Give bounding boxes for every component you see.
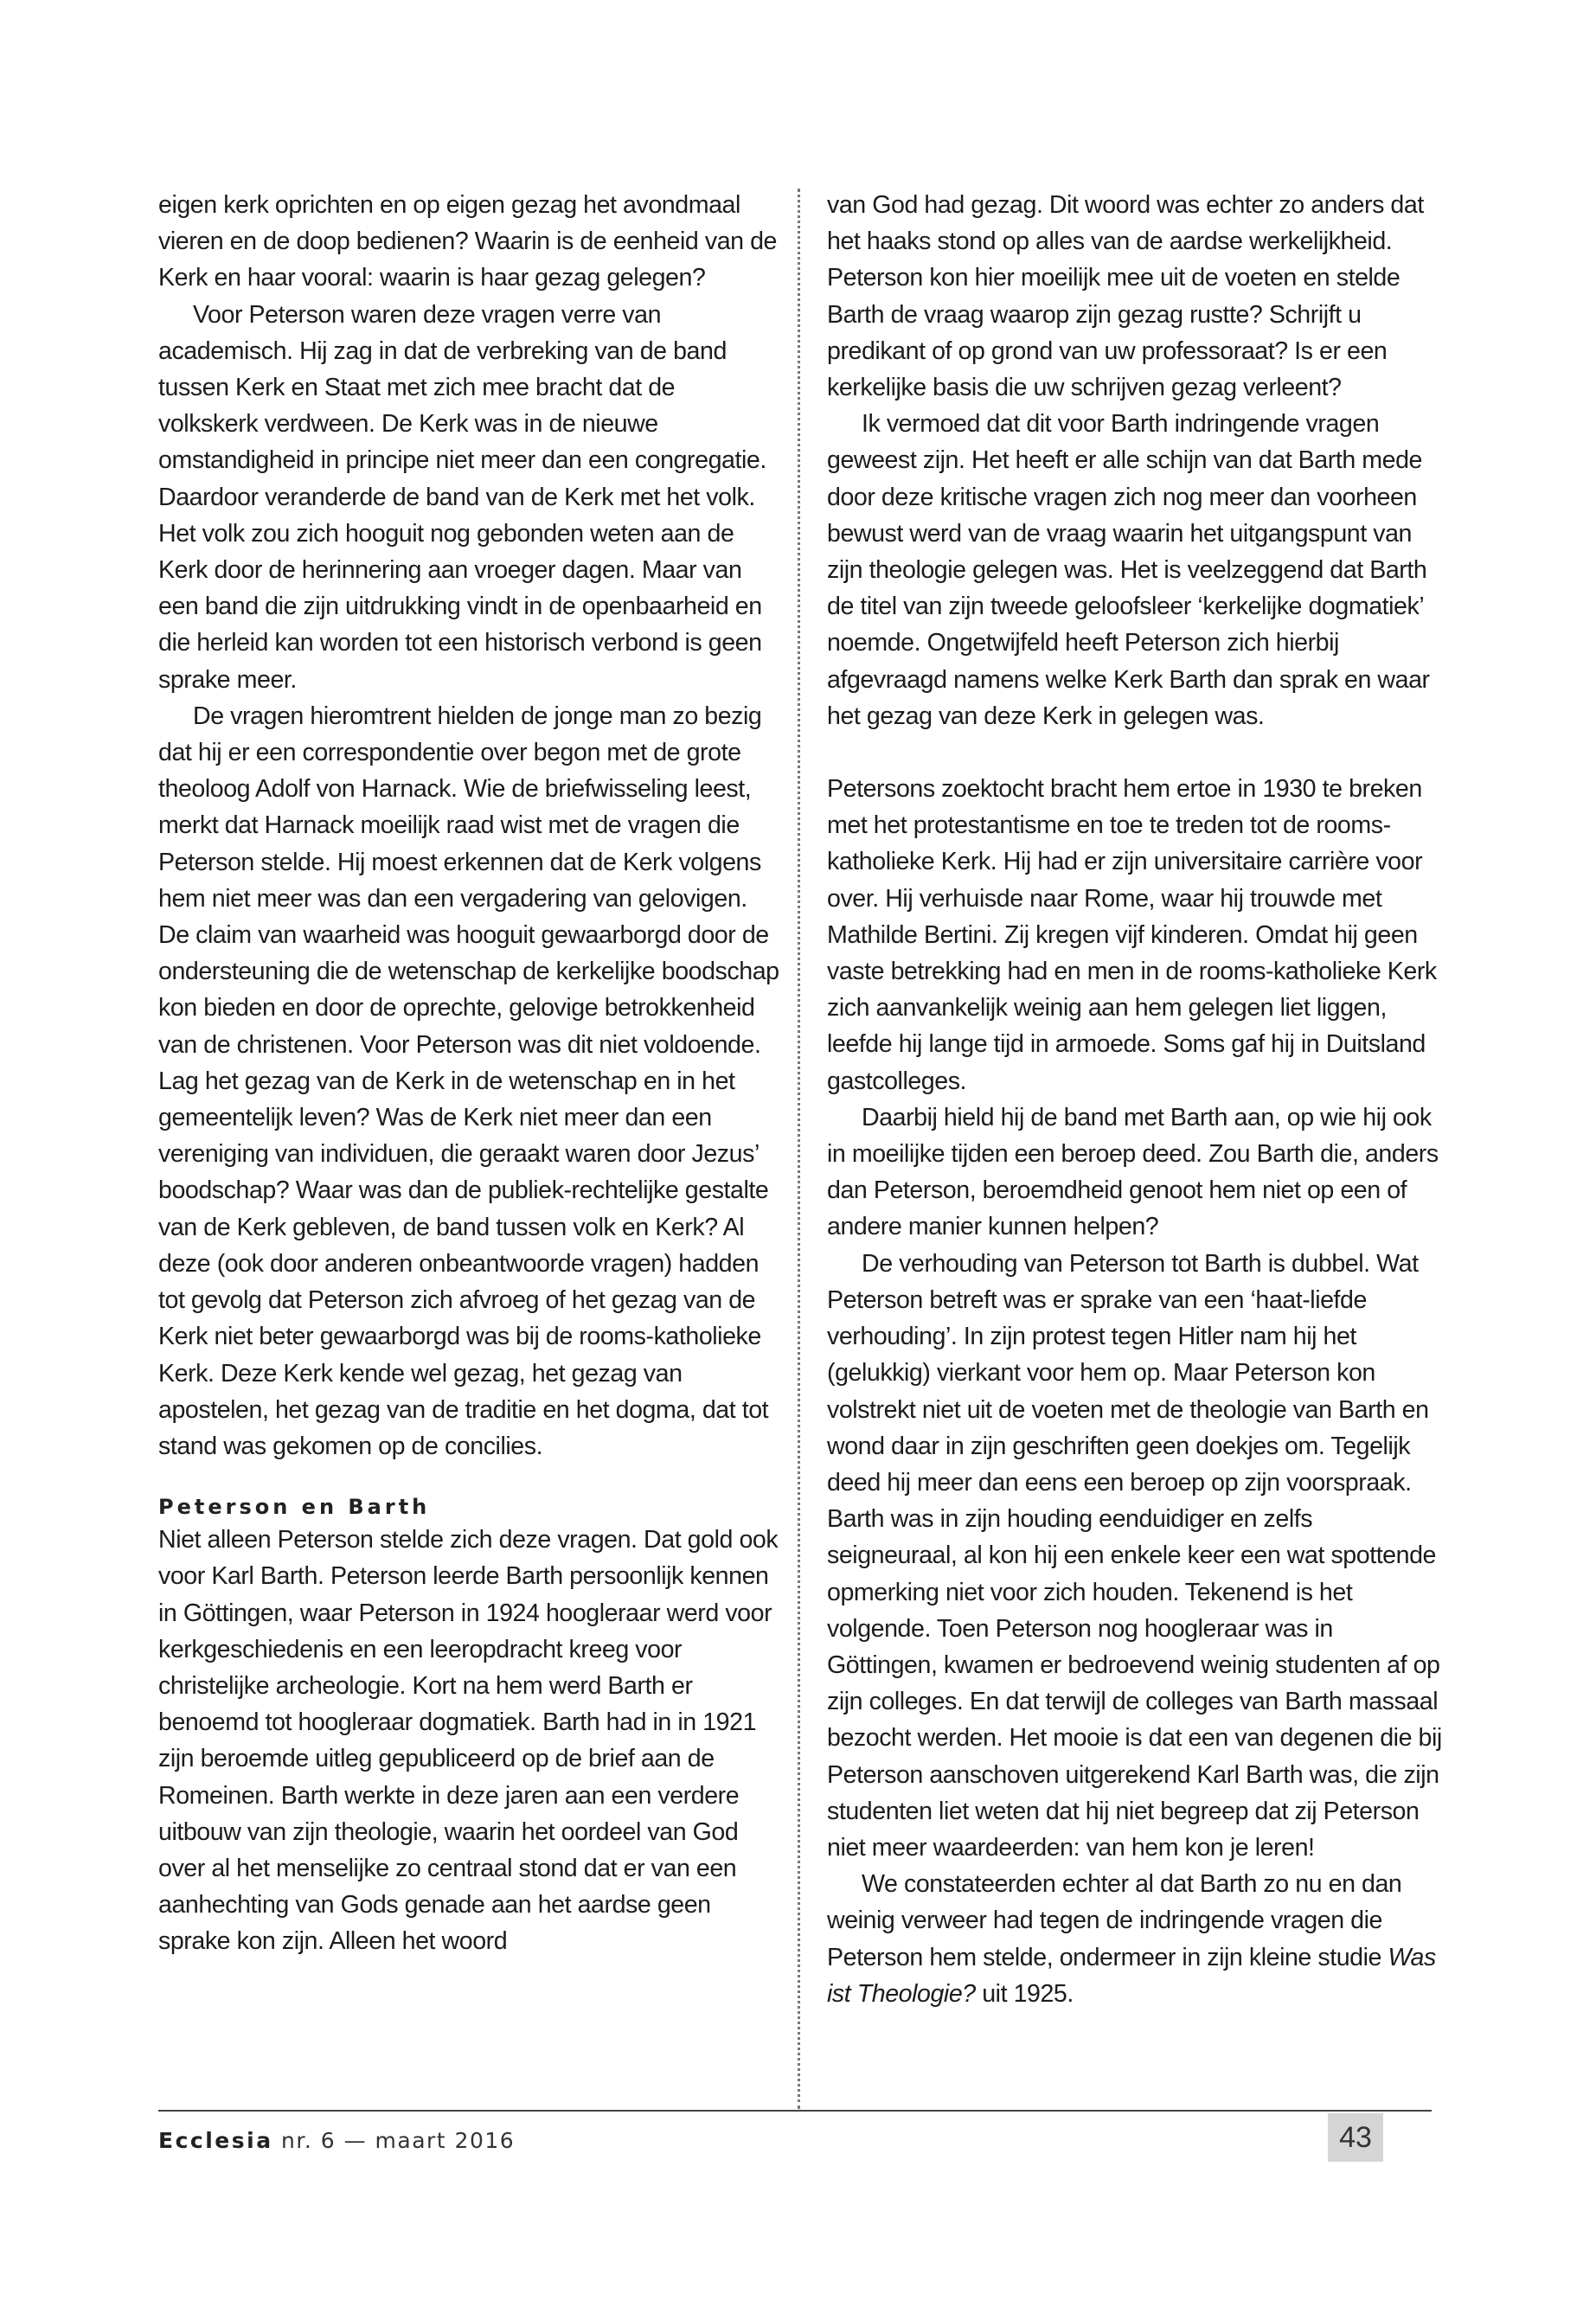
paragraph: Petersons zoektocht bracht hem ertoe in 1930 te breken met het protestantisme en toe te treden tot de rooms-katholieke Kerk. Hij had er zijn universitaire carrière voor over. Hij verhuisde naar Rome, waar hij trouwde met Mathilde Bertini. Zij kregen vijf kinderen. Omdat hij geen vaste betrekking had en men in de rooms-katholieke Kerk zich aanvankelijk weinig aan hem gelegen liet liggen, leefde hij lange tijd in armoede. Soms gaf hij in Duitsland gastcolleges. xyxy=(827,775,1437,1095)
paragraph: De verhouding van Peterson tot Barth is dubbel. Wat Peterson betreft was er sprake van een ‘haat-liefde verhouding’. In zijn protest tegen Hitler nam hij het (gelukkig) vierkant voor hem op. Maar Peterson kon volstrekt niet uit de voeten met de theologie van Barth en wond daar in zijn geschriften geen doekjes om. Tegelijk deed hij meer dan eens een beroep op zijn voorspraak. Barth was in zijn houding eenduidiger en zelfs seigneuraal, al kon hij een enkele keer een wat spottende opmerking niet voor zich houden. Tekenend is het volgende. Toen Peterson nog hoogleraar was in Göttingen, kwamen er bedroevend weinig studenten af op zijn colleges. En dat terwijl de colleges van Barth massaal bezocht werden. Het mooie is dat een van degenen die bij Peterson aanschoven uitgerekend Karl Barth was, die zijn studenten liet weten dat hij niet begreep dat zij Peterson niet meer waardeerden: van hem kon je leren! xyxy=(827,1249,1442,1862)
right-column xyxy=(827,187,1448,2012)
paragraph: De vragen hieromtrent hielden de jonge man zo bezig dat hij er een correspondentie over begon met de grote theoloog Adolf von Harnack. Wie de briefwisseling leest, merkt dat Harnack moeilijk raad wist met de vragen die Peterson stelde. Hij moest erkennen dat de Kerk volgens hem niet meer was dan een vergadering van gelovigen. De claim van waarheid was hooguit gewaarborgd door de ondersteuning die de wetenschap de kerkelijke boodschap kon bieden en door de oprechte, gelovige betrokkenheid van de christenen. Voor Peterson was dit niet voldoende. Lag het gezag van de Kerk in de wetenschap en in het gemeentelijk leven? Was de Kerk niet meer dan een vereniging van individuen, die geraakt waren door Jezus’ boodschap? Waar was dan de publiek-rechtelijke gestalte van de Kerk gebleven, de band tussen volk en Kerk? Al deze (ook door anderen onbeantwoorde vragen) hadden tot gevolg dat Peterson zich afvroeg of het gezag van de Kerk niet beter gewaarborgd was bij de rooms-katholieke Kerk. Deze Kerk kende wel gezag, het gezag van apostelen, het gezag van de traditie en het dogma, dat tot stand was gekomen op de concilies. xyxy=(158,702,779,1460)
paragraph: Niet alleen Peterson stelde zich deze vragen. Dat gold ook voor Karl Barth. Peterson leerde Barth persoonlijk kennen in Göttingen, waar Peterson in 1924 hoogleraar werd voor kerkgeschiedenis en een leeropdracht kreeg voor christelijke archeologie. Kort na hem werd Barth er benoemd tot hoogleraar dogmatiek. Barth had in in 1921 zijn beroemde uitleg gepubliceerd op de brief aan de Romeinen. Barth werkte in deze jaren aan een verdere uitbouw van zijn theologie, waarin het oordeel van God over al het menselijke zo centraal stond dat er van een aanhechting van Gods genade aan het aardse geen sprake kon zijn. Alleen het woord xyxy=(158,1526,779,1956)
issue-info: nr. 6 — maart 2016 xyxy=(281,2128,516,2153)
left-column xyxy=(158,187,779,1960)
section-heading: Peterson en Barth xyxy=(158,1495,431,1520)
paragraph xyxy=(827,1866,1448,2012)
paragraph: Voor Peterson waren deze vragen verre van academisch. Hij zag in dat de verbreking van de band tussen Kerk en Staat met zich mee bracht dat de volkskerk verdween. De Kerk was in de nieuwe omstandigheid in principe niet meer dan een congregatie. Daardoor veranderde de band van de Kerk met het volk. Het volk zou zich hooguit nog gebonden weten aan de Kerk door de herinnering aan vroeger dagen. Maar van een band die zijn uitdrukking vindt in de openbaarheid en die herleid kan worden tot een historisch verbond is geen sprake meer. xyxy=(158,300,766,694)
footer-rule xyxy=(158,2110,1432,2112)
book-title: Was ist Theologie? xyxy=(827,1943,1436,2008)
footer-publication xyxy=(158,2128,515,2153)
paragraph: Ik vermoed dat dit voor Barth indringende vragen geweest zijn. Het heeft er alle schijn van dat Barth mede door deze kritische vragen zich nog meer dan voorheen bewust werd van de vraag waarin het uitgangspunt van zijn theologie gelegen was. Het is veelzeggend dat Barth de titel van zijn tweede geloofsleer ‘kerkelijke dogmatiek’ noemde. Ongetwijfeld heeft Peterson zich hierbij afgevraagd namens welke Kerk Barth dan sprak en waar het gezag van deze Kerk in gelegen was. xyxy=(827,410,1430,730)
paragraph: eigen kerk oprichten en op eigen gezag het avondmaal vieren en de doop bedienen? Waarin is de eenheid van de Kerk en haar vooral: waarin is haar gezag gelegen? xyxy=(158,191,778,292)
page-number: 43 xyxy=(1328,2113,1383,2162)
paragraph-text-end: uit 1925. xyxy=(975,1979,1074,2008)
paragraph: van God had gezag. Dit woord was echter zo anders dat het haaks stond op alles van de aardse werkelijkheid. Peterson kon hier moeilijk mee uit de voeten en stelde Barth de vraag waarop zijn gezag rustte? Schrijft u predikant of op grond van uw professoraat? Is er een kerkelijke basis die uw schrijven gezag verleent? xyxy=(827,191,1424,402)
paragraph: Daarbij hield hij de band met Barth aan, op wie hij ook in moeilijke tijden een beroep deed. Zou Barth die, anders dan Peterson, beroemdheid genoot hem niet op een of andere manier kunnen helpen? xyxy=(827,1103,1439,1241)
magazine-name: Ecclesia xyxy=(158,2128,273,2153)
column-divider xyxy=(798,189,800,2109)
paragraph-text: We constateerden echter al dat Barth zo nu en dan weinig verweer had tegen de indringende vragen die Peterson hem stelde, ondermeer in zijn kleine studie xyxy=(827,1870,1402,1971)
